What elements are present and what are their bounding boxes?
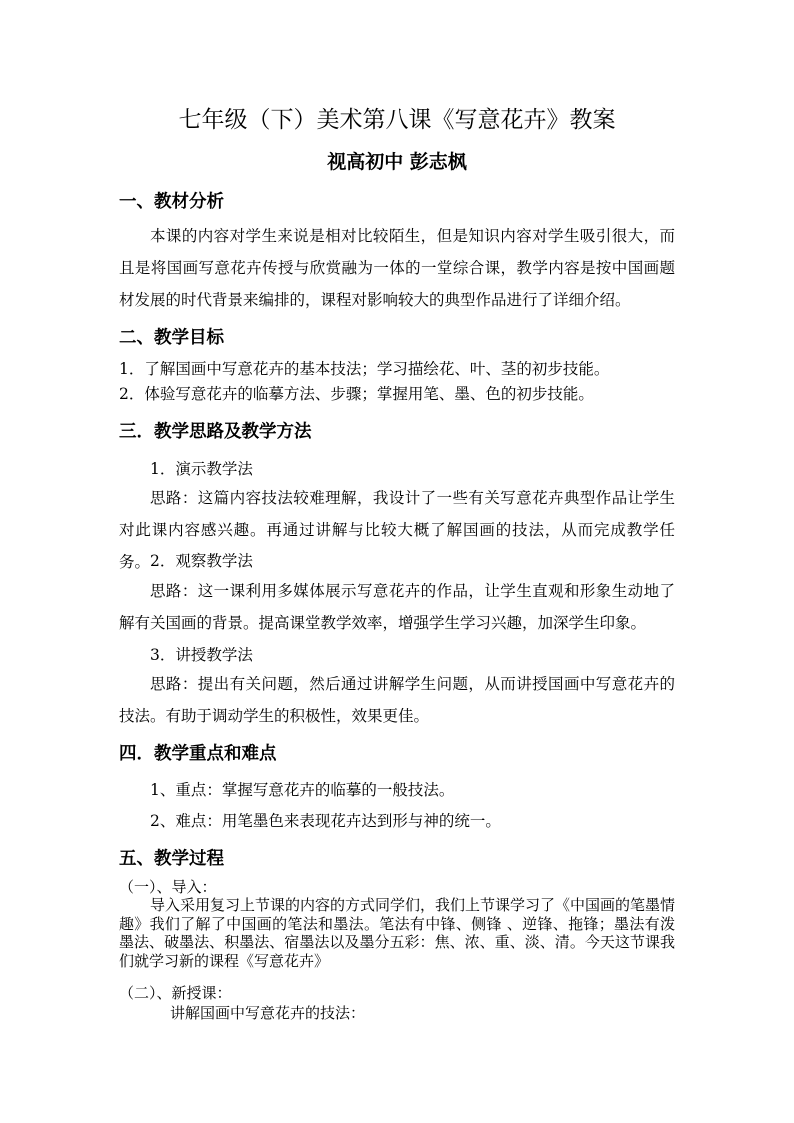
document-title: 七年级（下）美术第八课《写意花卉》教案: [178, 107, 616, 133]
objective-item: 1．了解国画中写意花卉的基本技法；学习描绘花、叶、茎的初步技能。: [119, 360, 610, 378]
process-part-label: （二）、新授课：: [119, 984, 232, 1002]
method-description: 思路：这篇内容技法较难理解，我设计了一些有关写意花卉典型作品让学生对此课内容感兴趣。再通过讲解与比较大概了解国画的技法，从而完成教学任务。: [119, 489, 675, 571]
section-heading-key-points: 四．教学重点和难点: [119, 744, 277, 764]
method-name: 1．演示教学法: [150, 460, 253, 478]
objective-item: 2．体验写意花卉的临摹方法、步骤；掌握用笔、墨、色的初步技能。: [119, 385, 594, 403]
analysis-paragraph: 本课的内容对学生来说是相对比较陌生，但是知识内容对学生吸引很大，而且是将国画写意花卉传授与欣赏融为一体的一堂综合课，教学内容是按中国画题材发展的时代背景来编排的，课程对影响较大的典型作品进行了详细介绍。: [119, 227, 675, 309]
new-lesson-text: 讲解国画中写意花卉的技法：: [170, 1004, 366, 1022]
document-author: 视高初中 彭志枫: [327, 151, 467, 173]
key-point-item: 2、难点：用笔墨色来表现花卉达到形与神的统一。: [150, 812, 501, 830]
section-heading-methods: 三．教学思路及教学方法: [119, 422, 312, 442]
section-heading-objectives: 二、教学目标: [119, 328, 224, 348]
method-name: 3．讲授教学法: [150, 646, 253, 664]
section-heading-analysis: 一、教材分析: [119, 192, 224, 212]
process-part-label: （一）、导入：: [119, 878, 217, 896]
method-description: 思路：这一课利用多媒体展示写意花卉的作品，让学生直观和形象生动地了解有关国画的背景。提高课堂教学效率，增强学生学习兴趣，加深学生印象。: [119, 582, 675, 632]
method-description: 思路：提出有关问题，然后通过讲解学生问题，从而讲授国画中写意花卉的技法。有助于调动学生的积极性，效果更佳。: [119, 675, 675, 725]
introduction-paragraph: 导入采用复习上节课的内容的方式同学们，我们上节课学习了《中国画的笔墨情趣》我们了解了中国画的笔法和墨法。笔法有中锋、侧锋 、逆锋、拖锋；墨法有泼墨法、破墨法、积墨法、宿墨法以及墨分五彩：焦、浓、重、淡、清。今天这节课我们就学习新的课程《写意花卉》: [119, 896, 676, 970]
section-heading-process: 五、教学过程: [119, 849, 224, 869]
key-point-item: 1、重点：掌握写意花卉的临摹的一般技法。: [150, 781, 455, 799]
method-name: 2．观察教学法: [150, 552, 253, 570]
